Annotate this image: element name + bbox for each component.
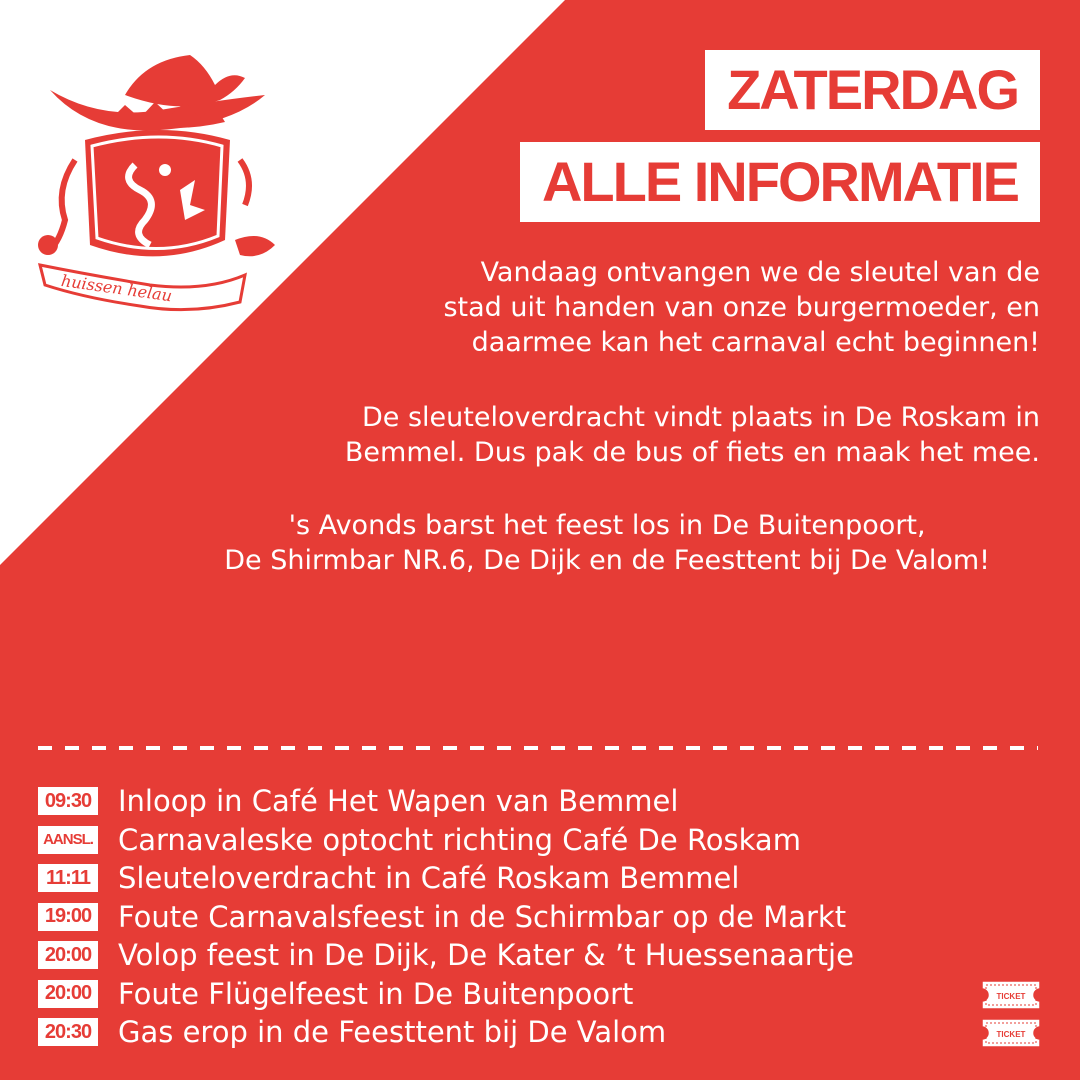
schedule-time: 19:00: [38, 903, 98, 931]
schedule-time: 11:11: [38, 864, 98, 892]
logo-motto: huissen helau: [59, 270, 174, 306]
schedule-event: Carnavaleske optocht richting Café De Roskam: [118, 822, 801, 857]
dashed-divider: [38, 738, 1038, 758]
schedule-list: [38, 782, 1042, 1052]
intro-line: De sleuteloverdracht vindt plaats in De Roskam in: [361, 402, 1040, 433]
schedule-event: Inloop in Café Het Wapen van Bemmel: [118, 784, 679, 819]
schedule-time: 20:00: [38, 941, 98, 969]
title-day: ZATERDAG: [705, 50, 1040, 130]
schedule-event: Gas erop in de Feesttent bij De Valom: [118, 1015, 667, 1050]
intro-line: Vandaag ontvangen we de sleutel van de: [480, 257, 1040, 288]
coat-of-arms-icon: [30, 40, 280, 330]
intro-line: De Shirmbar NR.6, De Dijk en de Feesttent bij De Valom!: [224, 545, 990, 577]
intro-line: 's Avonds barst het feest los in De Buitenpoort,: [288, 510, 926, 541]
schedule-event: Volop feest in De Dijk, De Kater & ’t Huessenaartje: [118, 938, 854, 973]
schedule-event: Foute Flügelfeest in De Buitenpoort: [118, 976, 634, 1011]
schedule-row: [38, 1013, 1042, 1052]
intro-paragraph-3: [224, 508, 990, 578]
schedule-row: [38, 975, 1042, 1014]
schedule-row: [38, 898, 1042, 937]
schedule-event: Sleuteloverdracht in Café Roskam Bemmel: [118, 861, 740, 896]
schedule-row: [38, 821, 1042, 860]
schedule-time: 20:00: [38, 980, 98, 1008]
schedule-time: 09:30: [38, 787, 98, 815]
schedule-event: Foute Carnavalsfeest in de Schirmbar op de Markt: [118, 899, 847, 934]
schedule-row: [38, 936, 1042, 975]
schedule-time: AANSL.: [38, 826, 98, 854]
intro-paragraph-1: [443, 255, 1040, 360]
schedule-row: [38, 782, 1042, 821]
schedule-time: 20:30: [38, 1018, 98, 1046]
intro-paragraph-2: [345, 400, 1040, 470]
schedule-row: [38, 859, 1042, 898]
ticket-label: TICKET: [996, 991, 1026, 1001]
title-subtitle: ALLE INFORMATIE: [520, 142, 1040, 222]
ticket-icon[interactable]: [980, 1017, 1042, 1049]
ticket-icon[interactable]: [980, 979, 1042, 1011]
intro-line: Bemmel. Dus pak de bus of fiets en maak het mee.: [344, 437, 1040, 469]
ticket-label: TICKET: [996, 1030, 1026, 1039]
intro-line: daarmee kan het carnaval echt beginnen!: [471, 327, 1040, 359]
intro-line: stad uit handen van onze burgermoeder, en: [443, 292, 1040, 324]
